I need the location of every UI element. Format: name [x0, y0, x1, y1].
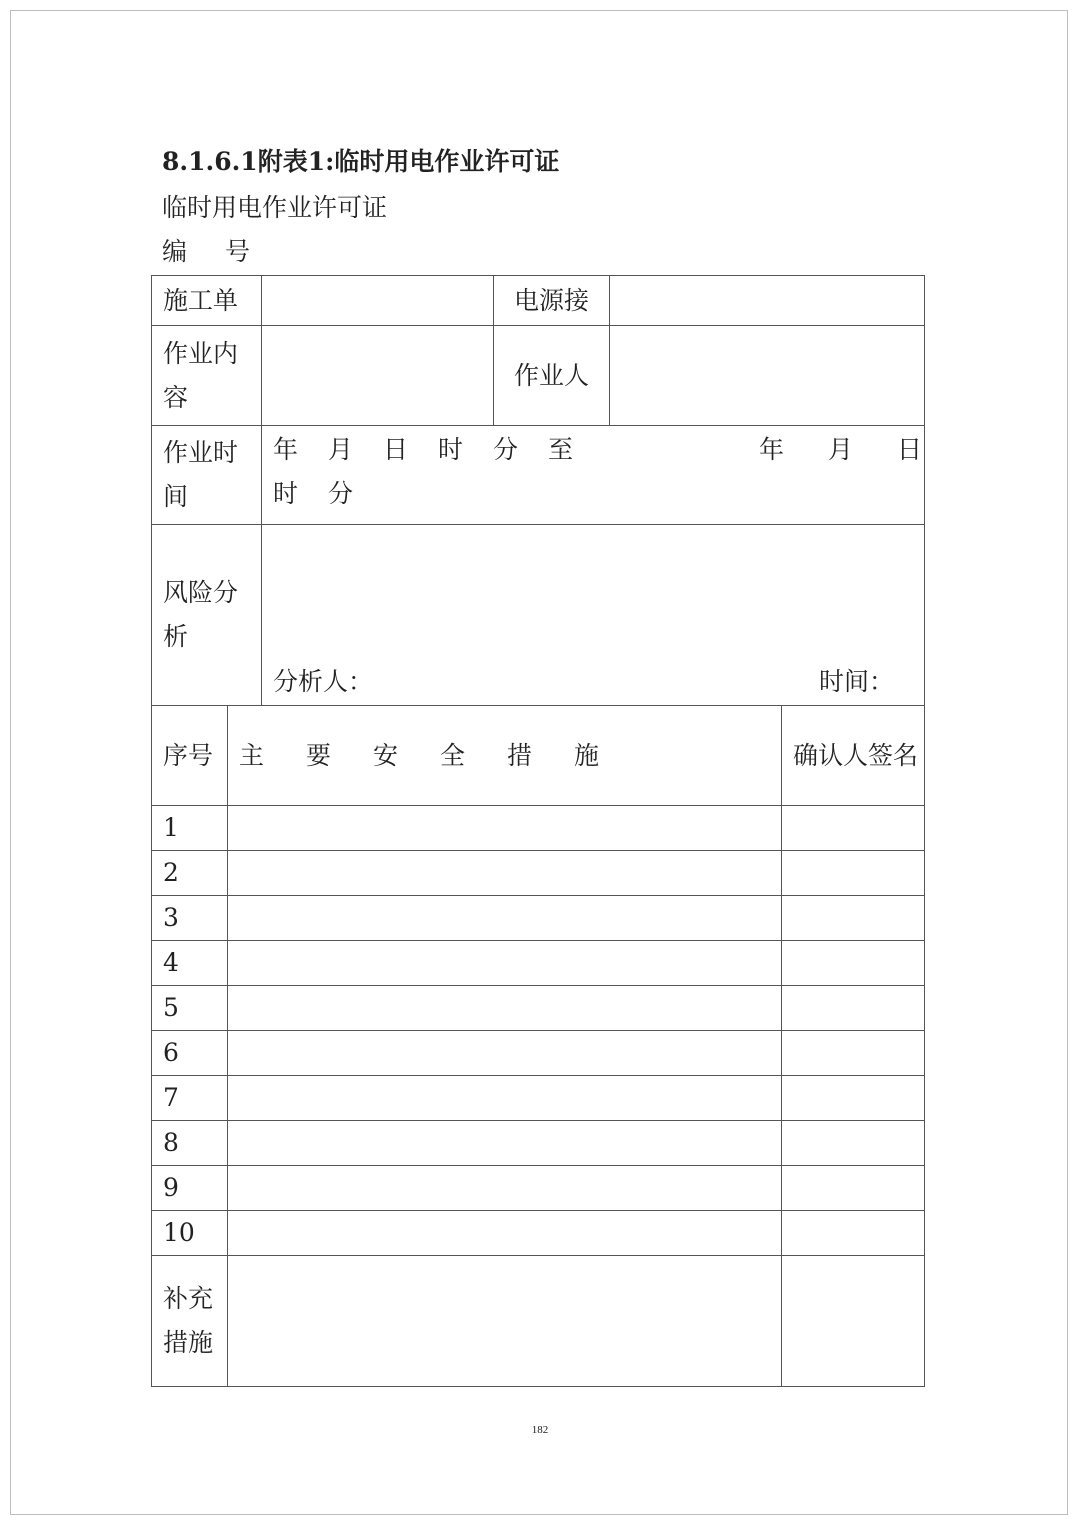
risk-label: 风险分析 — [152, 525, 262, 706]
seq-header: 序号 — [152, 706, 228, 806]
supplement-label: 补充措施 — [152, 1256, 228, 1387]
unit-label: 施工单 — [152, 276, 262, 326]
confirm-cell[interactable] — [782, 941, 925, 986]
confirm-cell[interactable] — [782, 1166, 925, 1211]
confirm-cell[interactable] — [782, 896, 925, 941]
row-number: 4 — [152, 941, 228, 986]
measure-cell[interactable] — [228, 851, 782, 896]
row-number: 9 — [152, 1166, 228, 1211]
table-row — [152, 941, 925, 986]
worker-label: 作业人 — [494, 326, 610, 426]
table-row — [152, 851, 925, 896]
table-row — [152, 1121, 925, 1166]
confirm-cell[interactable] — [782, 851, 925, 896]
content-row — [152, 326, 925, 426]
measure-cell[interactable] — [228, 1076, 782, 1121]
confirm-cell[interactable] — [782, 1121, 925, 1166]
unit-value-cell[interactable] — [262, 276, 494, 326]
row-number: 6 — [152, 1031, 228, 1076]
confirm-cell[interactable] — [782, 1076, 925, 1121]
risk-value-cell[interactable] — [262, 525, 925, 706]
time-value-cell[interactable] — [262, 426, 967, 525]
power-label: 电源接 — [494, 276, 610, 326]
form-title: 临时用电作业许可证 — [162, 193, 388, 222]
time-start-text: 年月日时分至 — [273, 435, 604, 464]
content-value-cell[interactable] — [262, 326, 494, 426]
row-number: 7 — [152, 1076, 228, 1121]
measure-cell[interactable] — [228, 1121, 782, 1166]
table-row — [152, 1166, 925, 1211]
analyst-label: 分析人： — [273, 667, 374, 696]
page-number: 182 — [531, 1424, 549, 1436]
power-value-cell[interactable] — [610, 276, 925, 326]
number-label: 编号 — [162, 237, 289, 266]
section-heading: 8.1.6.1附表1:临时用电作业许可证 — [162, 147, 560, 176]
measure-cell[interactable] — [228, 986, 782, 1031]
confirm-cell[interactable] — [782, 1031, 925, 1076]
table-row — [152, 986, 925, 1031]
time-row — [152, 426, 925, 525]
measure-cell[interactable] — [228, 1031, 782, 1076]
time-label: 作业时间 — [152, 426, 262, 525]
unit-row — [152, 276, 925, 326]
row-number: 8 — [152, 1121, 228, 1166]
confirm-header: 确认人签名 — [782, 706, 925, 806]
confirm-cell[interactable] — [782, 1211, 925, 1256]
supplement-confirm-cell[interactable] — [782, 1256, 925, 1387]
row-number: 1 — [152, 806, 228, 851]
measure-cell[interactable] — [228, 941, 782, 986]
time-line-2: 时分 — [273, 479, 384, 508]
row-number: 2 — [152, 851, 228, 896]
measure-cell[interactable] — [228, 1211, 782, 1256]
supplement-row — [152, 1256, 925, 1387]
table-row — [152, 1211, 925, 1256]
table-row — [152, 1076, 925, 1121]
measures-header: 主要安全措施 — [228, 706, 782, 806]
measure-cell[interactable] — [228, 1166, 782, 1211]
measures-header-row — [152, 706, 925, 806]
supplement-cell[interactable] — [228, 1256, 782, 1387]
confirm-cell[interactable] — [782, 986, 925, 1031]
measure-cell[interactable] — [228, 806, 782, 851]
permit-form-table — [151, 275, 967, 1387]
table-row — [152, 806, 925, 851]
table-row — [152, 1031, 925, 1076]
risk-row — [152, 525, 925, 706]
worker-value-cell[interactable] — [610, 326, 925, 426]
time-end-text: 年月日 — [759, 435, 967, 464]
table-row — [152, 896, 925, 941]
row-number: 5 — [152, 986, 228, 1031]
row-number: 3 — [152, 896, 228, 941]
content-label: 作业内容 — [152, 326, 262, 426]
row-number: 10 — [152, 1211, 228, 1256]
time-line-1 — [273, 428, 967, 472]
measure-cell[interactable] — [228, 896, 782, 941]
risk-time-label: 时间： — [819, 667, 895, 696]
confirm-cell[interactable] — [782, 806, 925, 851]
